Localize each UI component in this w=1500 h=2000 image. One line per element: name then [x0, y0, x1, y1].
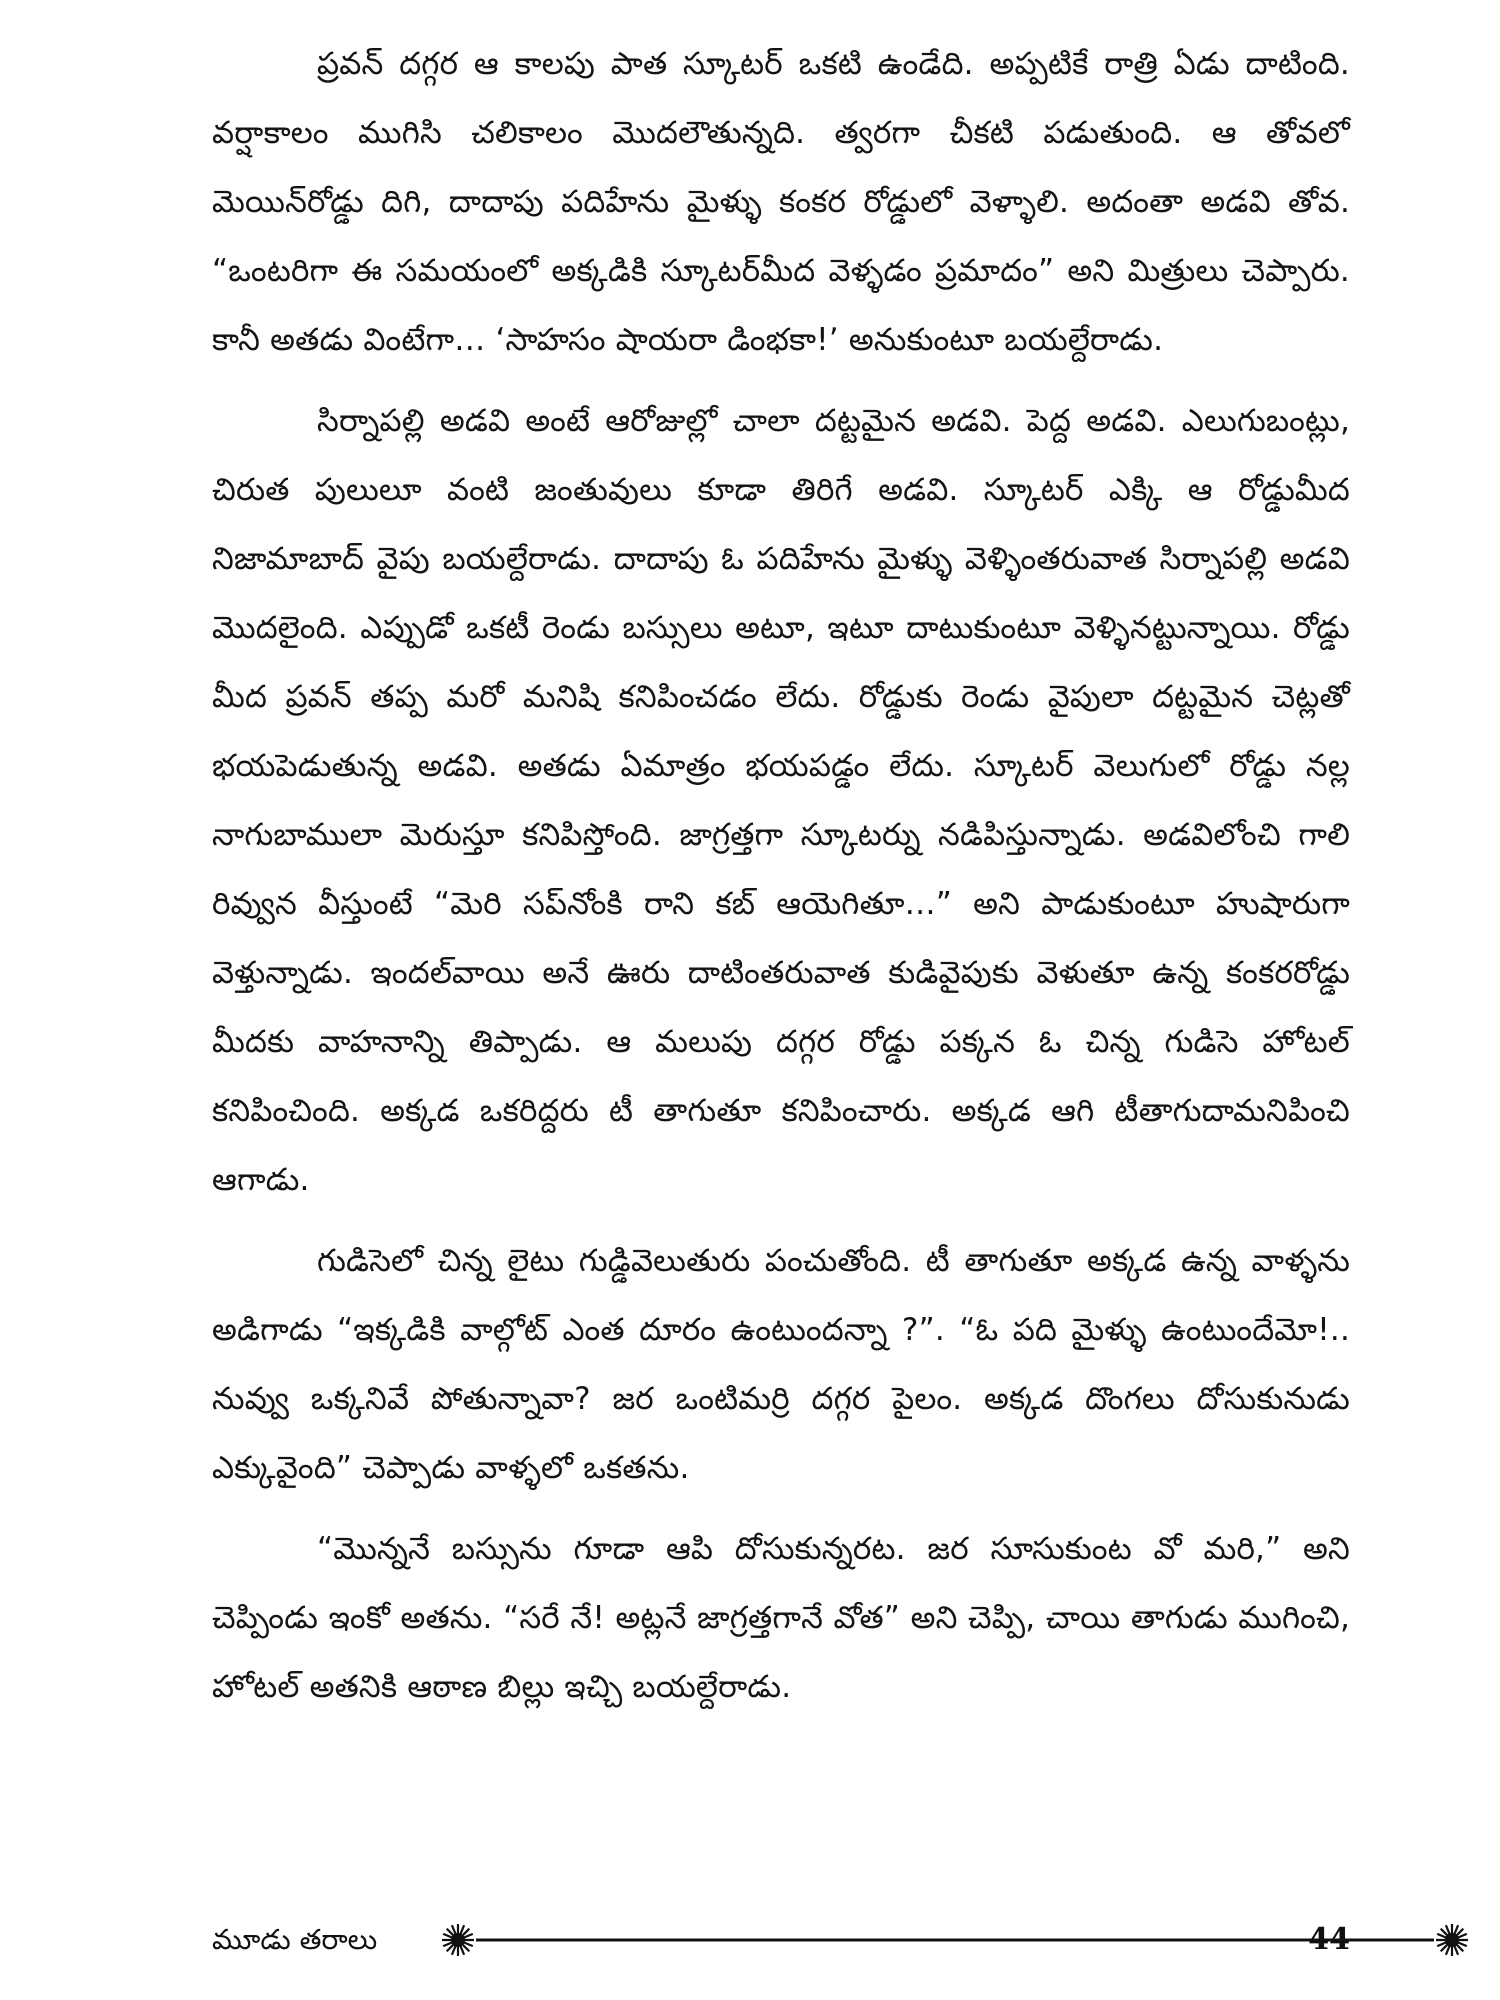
book-title: మూడు తరాలు: [212, 1923, 378, 1956]
paragraph-3: గుడిసెలో చిన్న లైటు గుడ్డివెలుతురు పంచుతోంది. టీ తాగుతూ అక్కడ ఉన్న వాళ్ళను అడిగాడు “ఇక్కడికి వాల్గోట్ ఎంత దూరం ఉంటుందన్నా ?”. “ఓ పది మైళ్ళు ఉంటుందేమో!.. నువ్వు ఒక్కనివే పోతున్నావా? జర ఒంటిమర్రి దగ్గర పైలం. అక్కడ దొంగలు దోసుకునుడు ఎక్కువైంది” చెప్పాడు వాళ్ళలో ఒకతను.: [212, 1243, 1350, 1486]
page-number: 44: [1308, 1922, 1350, 1957]
body-text: [212, 30, 1350, 1734]
left-sunburst-icon: [442, 1924, 474, 1956]
paragraph-2: సిర్నాపల్లి అడవి అంటే ఆరోజుల్లో చాలా దట్టమైన అడవి. పెద్ద అడవి. ఎలుగుబంట్లు, చిరుత పులులూ వంటి జంతువులు కూడా తిరిగే అడవి. స్కూటర్ ఎక్కి ఆ రోడ్డుమీద నిజామాబాద్ వైపు బయల్దేరాడు. దాదాపు ఓ పదిహేను మైళ్ళు వెళ్ళింతరువాత సిర్నాపల్లి అడవి మొదలైంది. ఎప్పుడో ఒకటీ రెండు బస్సులు అటూ, ఇటూ దాటుకుంటూ వెళ్ళినట్టున్నాయి. రోడ్డు మీద ప్రవన్ తప్ప మరో మనిషి కనిపించడం లేదు. రోడ్డుకు రెండు వైపులా దట్టమైన చెట్లతో భయపెడుతున్న అడవి. అతడు ఏమాత్రం భయపడ్డం లేదు. స్కూటర్ వెలుగులో రోడ్డు నల్ల నాగుబాములా మెరుస్తూ కనిపిస్తోంది. జాగ్రత్తగా స్కూటర్ను నడిపిస్తున్నాడు. అడవిలోంచి గాలి రివ్వున వీస్తుంటే “మెరి సప్‌నోంకి రాని కబ్ ఆయెగితూ…” అని పాడుకుంటూ హుషారుగా వెళ్తున్నాడు. ఇందల్‌వాయి అనే ఊరు దాటింతరువాత కుడివైపుకు వెళుతూ ఉన్న కంకరరోడ్డు మీదకు వాహనాన్ని తిప్పాడు. ఆ మలుపు దగ్గర రోడ్డు పక్కన ఓ చిన్న గుడిసె హోటల్ కనిపించింది. అక్కడ ఒకరిద్దరు టీ తాగుతూ కనిపించారు. అక్కడ ఆగి టీతాగుదామనిపించి ఆగాడు.: [212, 403, 1350, 1198]
paragraph-1: ప్రవన్ దగ్గర ఆ కాలపు పాత స్కూటర్ ఒకటి ఉండేది. అప్పటికే రాత్రి ఏడు దాటింది. వర్షాకాలం ముగిసి చలికాలం మొదలౌతున్నది. త్వరగా చీకటి పడుతుంది. ఆ తోవలో మెయిన్‌రోడ్డు దిగి, దాదాపు పదిహేను మైళ్ళు కంకర రోడ్డులో వెళ్ళాలి. అదంతా అడవి తోవ. “ఒంటరిగా ఈ సమయంలో అక్కడికి స్కూటర్‌మీద వెళ్ళడం ప్రమాదం” అని మిత్రులు చెప్పారు. కానీ అతడు వింటేగా… ‘సాహసం షాయరా డింభకా!’ అనుకుంటూ బయల్దేరాడు.: [212, 46, 1350, 358]
page-footer: [212, 1918, 1350, 1962]
paragraph-4: “మొన్ననే బస్సును గూడా ఆపి దోసుకున్నరట. జర సూసుకుంట వో మరి,” అని చెప్పిండు ఇంకో అతను. “సరే నే! అట్లనే జాగ్రత్తగానే వోత” అని చెప్పి, చాయి తాగుడు ముగించి, హోటల్ అతనికి ఆఠాణ బిల్లు ఇచ్చి బయల్దేరాడు.: [212, 1531, 1350, 1705]
right-sunburst-icon: [1436, 1924, 1468, 1956]
